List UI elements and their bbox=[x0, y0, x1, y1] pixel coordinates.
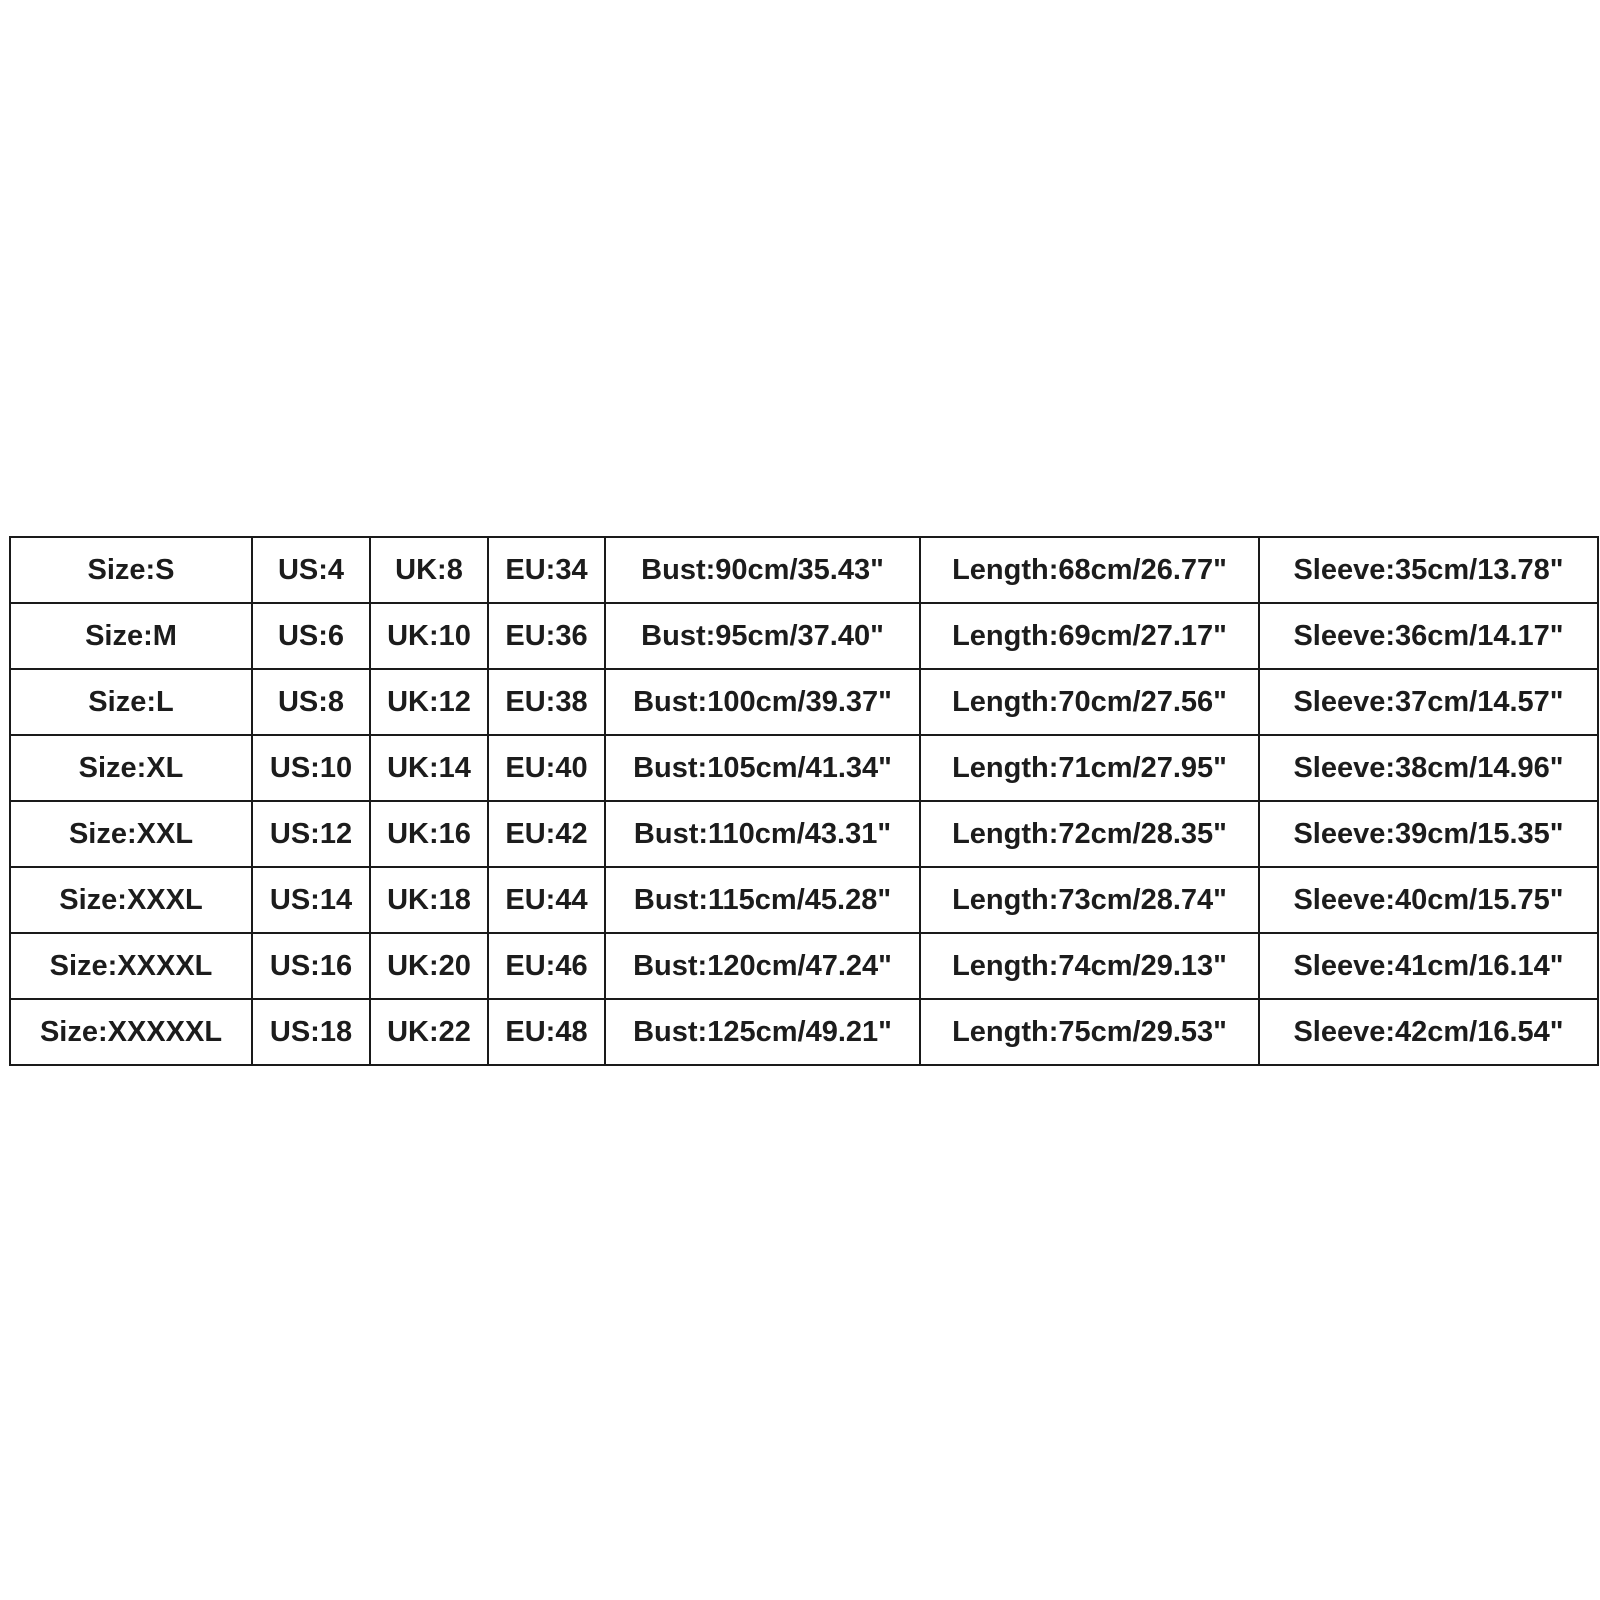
length-cell: Length:69cm/27.17" bbox=[920, 603, 1259, 669]
sleeve-cell: Sleeve:41cm/16.14" bbox=[1259, 933, 1598, 999]
size-cell: Size:XXXXL bbox=[10, 933, 252, 999]
sleeve-cell: Sleeve:40cm/15.75" bbox=[1259, 867, 1598, 933]
eu-size-cell: EU:44 bbox=[488, 867, 605, 933]
sleeve-cell: Sleeve:42cm/16.54" bbox=[1259, 999, 1598, 1065]
table-row bbox=[10, 537, 1598, 603]
size-cell: Size:XXXL bbox=[10, 867, 252, 933]
size-cell: Size:L bbox=[10, 669, 252, 735]
uk-size-cell: UK:20 bbox=[370, 933, 488, 999]
sleeve-cell: Sleeve:39cm/15.35" bbox=[1259, 801, 1598, 867]
eu-size-cell: EU:38 bbox=[488, 669, 605, 735]
us-size-cell: US:18 bbox=[252, 999, 370, 1065]
size-cell: Size:S bbox=[10, 537, 252, 603]
length-cell: Length:74cm/29.13" bbox=[920, 933, 1259, 999]
sleeve-cell: Sleeve:35cm/13.78" bbox=[1259, 537, 1598, 603]
length-cell: Length:73cm/28.74" bbox=[920, 867, 1259, 933]
bust-cell: Bust:115cm/45.28" bbox=[605, 867, 920, 933]
length-cell: Length:72cm/28.35" bbox=[920, 801, 1259, 867]
table-row bbox=[10, 801, 1598, 867]
table-row bbox=[10, 933, 1598, 999]
sleeve-cell: Sleeve:37cm/14.57" bbox=[1259, 669, 1598, 735]
us-size-cell: US:10 bbox=[252, 735, 370, 801]
uk-size-cell: UK:18 bbox=[370, 867, 488, 933]
eu-size-cell: EU:40 bbox=[488, 735, 605, 801]
uk-size-cell: UK:22 bbox=[370, 999, 488, 1065]
uk-size-cell: UK:10 bbox=[370, 603, 488, 669]
uk-size-cell: UK:8 bbox=[370, 537, 488, 603]
table-row bbox=[10, 999, 1598, 1065]
us-size-cell: US:12 bbox=[252, 801, 370, 867]
size-cell: Size:XXXXXL bbox=[10, 999, 252, 1065]
us-size-cell: US:8 bbox=[252, 669, 370, 735]
bust-cell: Bust:105cm/41.34" bbox=[605, 735, 920, 801]
sleeve-cell: Sleeve:36cm/14.17" bbox=[1259, 603, 1598, 669]
table-row bbox=[10, 603, 1598, 669]
sleeve-cell: Sleeve:38cm/14.96" bbox=[1259, 735, 1598, 801]
length-cell: Length:71cm/27.95" bbox=[920, 735, 1259, 801]
uk-size-cell: UK:16 bbox=[370, 801, 488, 867]
table-row bbox=[10, 735, 1598, 801]
eu-size-cell: EU:42 bbox=[488, 801, 605, 867]
size-cell: Size:XL bbox=[10, 735, 252, 801]
bust-cell: Bust:125cm/49.21" bbox=[605, 999, 920, 1065]
length-cell: Length:70cm/27.56" bbox=[920, 669, 1259, 735]
length-cell: Length:75cm/29.53" bbox=[920, 999, 1259, 1065]
us-size-cell: US:14 bbox=[252, 867, 370, 933]
us-size-cell: US:6 bbox=[252, 603, 370, 669]
size-cell: Size:M bbox=[10, 603, 252, 669]
eu-size-cell: EU:46 bbox=[488, 933, 605, 999]
size-chart-table bbox=[9, 536, 1599, 1066]
eu-size-cell: EU:36 bbox=[488, 603, 605, 669]
bust-cell: Bust:95cm/37.40" bbox=[605, 603, 920, 669]
uk-size-cell: UK:14 bbox=[370, 735, 488, 801]
size-chart-body bbox=[10, 537, 1598, 1065]
bust-cell: Bust:110cm/43.31" bbox=[605, 801, 920, 867]
eu-size-cell: EU:34 bbox=[488, 537, 605, 603]
us-size-cell: US:16 bbox=[252, 933, 370, 999]
table-row bbox=[10, 867, 1598, 933]
bust-cell: Bust:100cm/39.37" bbox=[605, 669, 920, 735]
eu-size-cell: EU:48 bbox=[488, 999, 605, 1065]
uk-size-cell: UK:12 bbox=[370, 669, 488, 735]
size-cell: Size:XXL bbox=[10, 801, 252, 867]
us-size-cell: US:4 bbox=[252, 537, 370, 603]
bust-cell: Bust:90cm/35.43" bbox=[605, 537, 920, 603]
bust-cell: Bust:120cm/47.24" bbox=[605, 933, 920, 999]
length-cell: Length:68cm/26.77" bbox=[920, 537, 1259, 603]
table-row bbox=[10, 669, 1598, 735]
